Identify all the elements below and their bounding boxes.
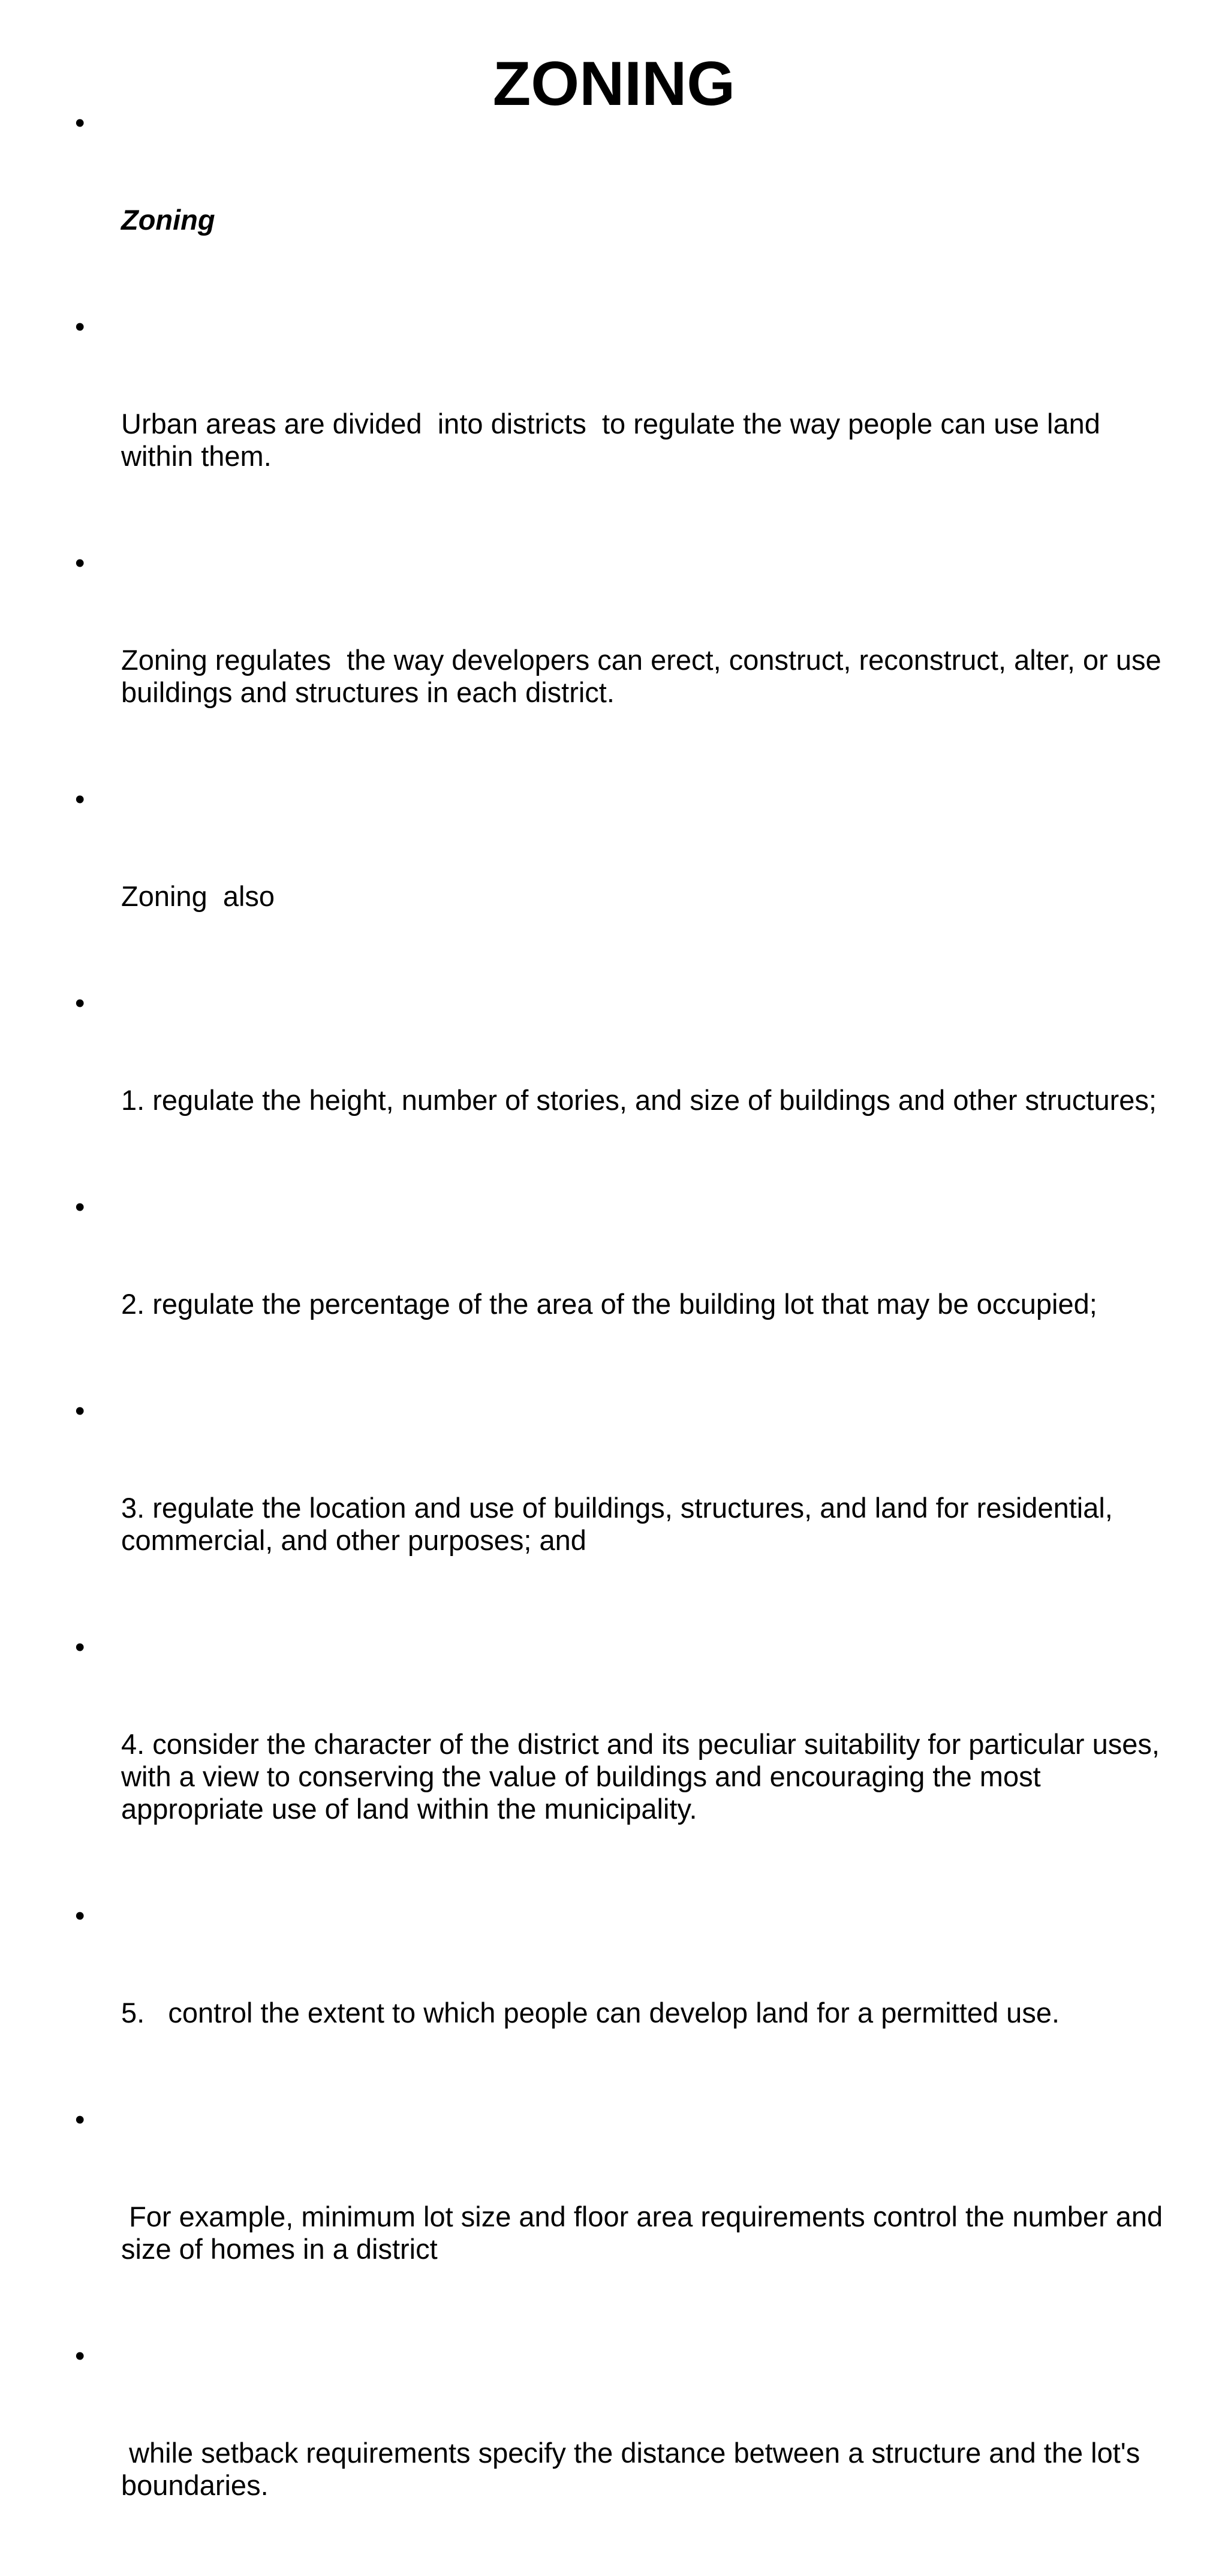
bullet-icon: • xyxy=(75,1191,85,1223)
bullet-item xyxy=(75,1631,1172,1890)
bullet-icon: • xyxy=(75,987,85,1019)
bullet-item xyxy=(75,547,1172,774)
bullet-item xyxy=(75,1191,1172,1385)
bullet-text: 1. regulate the height, number of stories, and size of buildings and other structures; xyxy=(121,1084,1157,1116)
bullet-item xyxy=(75,987,1172,1181)
bullet-icon: • xyxy=(75,2340,85,2372)
bullet-text: 2. regulate the percentage of the area of the building lot that may be occupied; xyxy=(121,1288,1097,1320)
bullet-icon: • xyxy=(75,1900,85,1931)
bullet-text: 5. control the extent to which people can develop land for a permitted use. xyxy=(121,1997,1060,2029)
bullet-item xyxy=(75,2340,1172,2566)
bullet-icon: • xyxy=(75,1631,85,1663)
bullet-text: Urban areas are divided into districts to regulate the way people can use land within them. xyxy=(121,408,1108,472)
bullet-text: 4. consider the character of the district and its peculiar suitability for particular uses, with a view to conserving the value of buildings and encouraging the most appropriate use of land within the municipality. xyxy=(121,1728,1168,1825)
slide-title: ZONING xyxy=(492,49,736,119)
bullet-item xyxy=(75,1395,1172,1621)
bullet-text: 3. regulate the location and use of buildings, structures, and land for residential, commercial, and other purposes; and xyxy=(121,1492,1121,1556)
bullet-text: Zoning also xyxy=(121,880,275,912)
bullet-item xyxy=(75,107,1172,301)
bullet-icon: • xyxy=(75,107,85,139)
bullet-icon: • xyxy=(75,311,85,342)
bullet-icon: • xyxy=(75,2103,85,2135)
bullet-icon: • xyxy=(75,547,85,579)
bullet-item xyxy=(75,2103,1172,2330)
bullet-item xyxy=(75,783,1172,977)
bullet-icon: • xyxy=(75,1395,85,1427)
bullet-item xyxy=(75,1900,1172,2094)
bullet-item xyxy=(75,311,1172,537)
bullet-text: while setback requirements specify the distance between a structure and the lot's boundaries. xyxy=(121,2437,1148,2501)
bullet-text: For example, minimum lot size and floor area requirements control the number and size of homes in a district xyxy=(121,2201,1171,2265)
bullet-text: Zoning xyxy=(121,204,215,236)
bullet-list xyxy=(75,107,1172,2576)
bullet-icon: • xyxy=(75,783,85,815)
bullet-text: Zoning regulates the way developers can erect, construct, reconstruct, alter, or use buildings and structures in each district. xyxy=(121,644,1169,708)
